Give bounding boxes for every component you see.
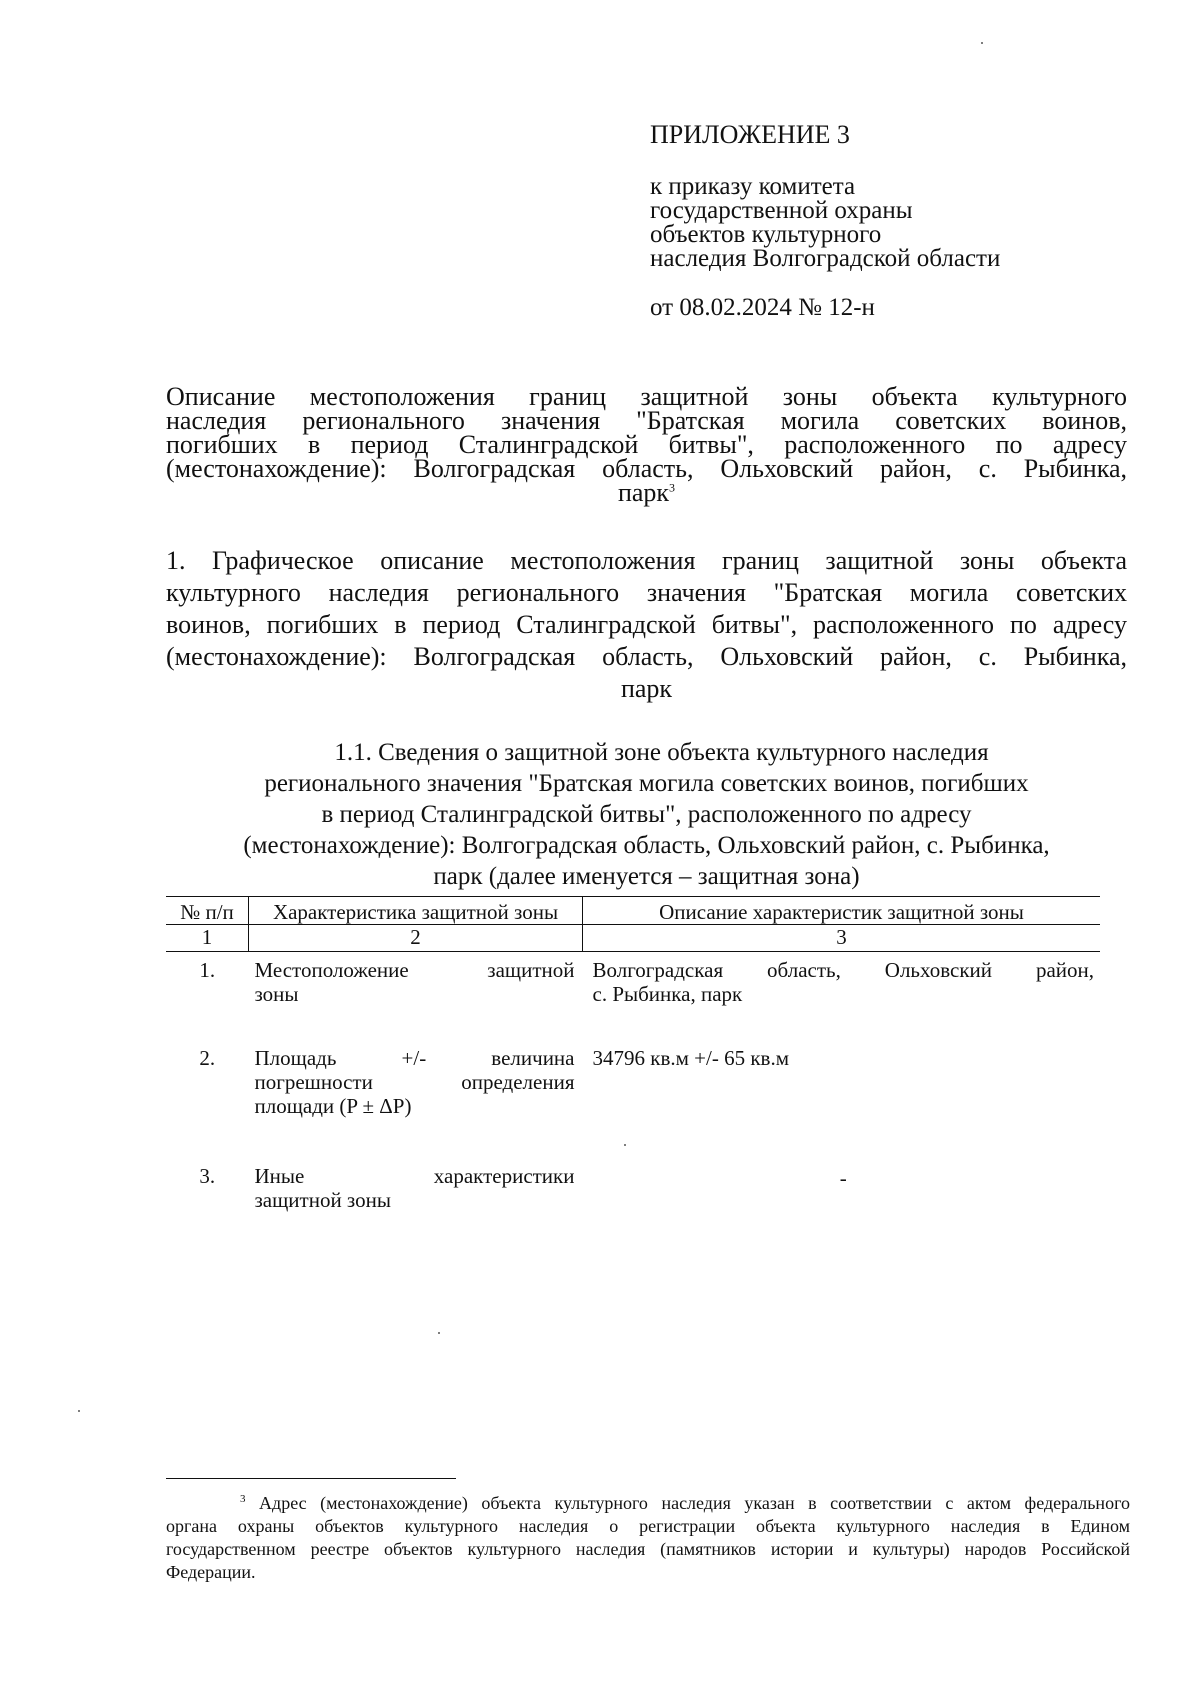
scan-speck bbox=[624, 1144, 626, 1146]
header-characteristic: Характеристика защитной зоны bbox=[249, 897, 583, 925]
appendix-heading: ПРИЛОЖЕНИЕ 3 bbox=[650, 120, 850, 149]
footnote bbox=[166, 1492, 1130, 1584]
footnote-line: Федерации. bbox=[166, 1562, 256, 1582]
row-description bbox=[583, 952, 1101, 1041]
table-header-row bbox=[166, 897, 1100, 925]
title-line: (местонахождение): Волгоградская область, Ольховский район, с. Рыбинка, bbox=[166, 454, 1127, 483]
section-1-line: воинов, погибших в период Сталинградской битвы", расположенного по адресу bbox=[166, 610, 1127, 639]
section-1-1-heading bbox=[166, 737, 1127, 892]
row-characteristic bbox=[249, 1158, 583, 1246]
row-number: 1. bbox=[199, 958, 216, 982]
order-reference bbox=[650, 175, 1100, 271]
cell-line: 34796 кв.м +/- 65 кв.м bbox=[592, 1046, 789, 1070]
row-description bbox=[583, 1158, 1101, 1246]
title-line: погибших в период Сталинградской битвы", расположенного по адресу bbox=[166, 430, 1127, 459]
table-row bbox=[166, 1158, 1100, 1246]
row-characteristic bbox=[249, 1040, 583, 1158]
row-number: 3. bbox=[199, 1164, 216, 1188]
title-line: наследия регионального значения "Братская могила советских воинов, bbox=[166, 406, 1127, 435]
cell-line: - bbox=[839, 1166, 847, 1190]
section-1-1-line: 1.1. Сведения о защитной зоне объекта культурного наследия bbox=[334, 739, 989, 766]
scan-speck bbox=[981, 42, 983, 44]
column-number: 3 bbox=[583, 925, 1101, 952]
cell-line: защитной зоны bbox=[254, 1188, 391, 1212]
footnote-mark: 3 bbox=[240, 1493, 246, 1505]
cell-line: Местоположение защитной bbox=[254, 958, 575, 982]
table-row bbox=[166, 1040, 1100, 1158]
title-line: парк bbox=[617, 478, 670, 507]
cell-line: Площадь +/- величина bbox=[254, 1046, 575, 1070]
cell-line: площади (P ± ΔP) bbox=[254, 1094, 412, 1118]
section-1-1-line: парк (далее именуется – защитная зона) bbox=[433, 863, 860, 890]
header-description: Описание характеристик защитной зоны bbox=[583, 897, 1101, 925]
section-1-line: 1. Графическое описание местоположения границ защитной зоны объекта bbox=[166, 546, 1127, 575]
row-characteristic bbox=[249, 952, 583, 1041]
footnote-marker: 3 bbox=[669, 480, 676, 495]
protection-zone-table bbox=[166, 896, 1100, 1246]
column-number: 2 bbox=[249, 925, 583, 952]
order-line: государственной охраны bbox=[650, 197, 913, 224]
order-line: наследия Волгоградской области bbox=[650, 245, 1001, 272]
column-number: 1 bbox=[166, 925, 249, 952]
cell-line: Иные характеристики bbox=[254, 1164, 575, 1188]
scan-speck bbox=[438, 1332, 440, 1334]
title-last-line bbox=[166, 478, 1127, 507]
column-number-row bbox=[166, 925, 1100, 952]
section-1-line: культурного наследия регионального значения "Братская могила советских bbox=[166, 578, 1127, 607]
footnote-separator bbox=[166, 1478, 456, 1479]
footnote-text: Адрес (местонахождение) объекта культурного наследия указан в соответствии с актом федерального bbox=[259, 1493, 1131, 1513]
section-1-1-line: в период Сталинградской битвы", расположенного по адресу bbox=[321, 801, 972, 828]
footnote-line bbox=[166, 1492, 1130, 1515]
section-1-1-line: регионального значения "Братская могила советских воинов, погибших bbox=[264, 770, 1029, 797]
row-description bbox=[583, 1040, 1101, 1158]
section-1-1-line: (местонахождение): Волгоградская область, Ольховский район, с. Рыбинка, bbox=[243, 832, 1050, 859]
cell-line: погрешности определения bbox=[254, 1070, 575, 1094]
cell-line: с. Рыбинка, парк bbox=[592, 982, 743, 1006]
order-line: объектов культурного bbox=[650, 221, 882, 248]
footnote-line: государственном реестре объектов культурного наследия (памятников истории и культуры) народов Российской bbox=[166, 1539, 1130, 1559]
section-1-heading bbox=[166, 545, 1127, 705]
cell-line: зоны bbox=[254, 982, 299, 1006]
header-num: № п/п bbox=[166, 897, 249, 925]
cell-line: Волгоградская область, Ольховский район, bbox=[592, 958, 1094, 982]
footnote-line: органа охраны объектов культурного наследия о регистрации объекта культурного наследия в Едином bbox=[166, 1516, 1130, 1536]
section-1-line: (местонахождение): Волгоградская область, Ольховский район, с. Рыбинка, bbox=[166, 642, 1127, 671]
row-number: 2. bbox=[199, 1046, 216, 1070]
order-date: от 08.02.2024 № 12-н bbox=[650, 294, 875, 321]
table-row bbox=[166, 952, 1100, 1041]
order-line: к приказу комитета bbox=[650, 173, 856, 200]
section-1-line: парк bbox=[620, 674, 673, 703]
document-title bbox=[166, 382, 1127, 507]
scan-speck bbox=[78, 1410, 80, 1412]
title-line: Описание местоположения границ защитной зоны объекта культурного bbox=[166, 382, 1127, 411]
